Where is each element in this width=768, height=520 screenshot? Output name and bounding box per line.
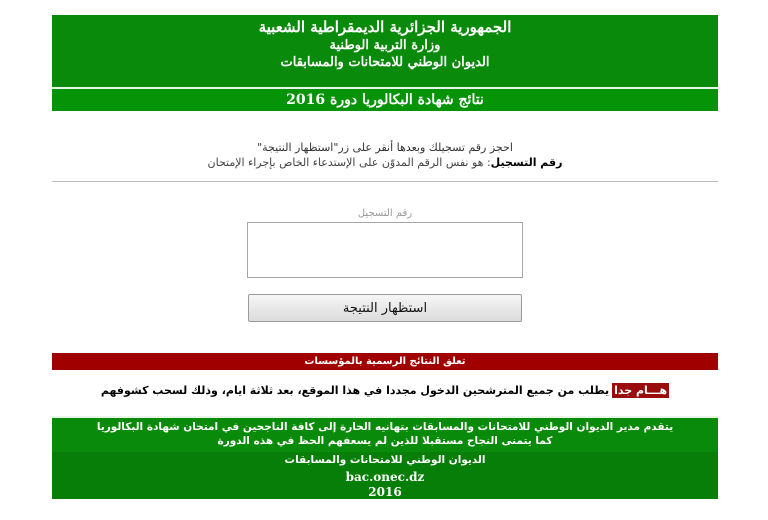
registration-field-label: رقم التسجيل [357,208,413,219]
important-notice [52,380,718,402]
divider [52,181,718,182]
footer [52,416,718,499]
instruction-line: احجز رقم تسجيلك وبعدها أنقر على زر"استظهار النتيجة" [257,141,513,154]
registration-note-text: : هو نفس الرقم المدوّن على الإستدعاء الخاص بإجراء الإمتحان [207,156,491,169]
instructions [52,140,718,170]
registration-number-input[interactable] [247,222,523,278]
header-banner [52,15,718,87]
footer-office: الديوان الوطني للامتحانات والمسابقات [284,454,486,466]
registration-note-label: رقم التسجيل [490,156,563,169]
footer-year: 2016 [368,485,402,499]
republic-title: الجمهورية الجزائرية الديمقراطية الشعبية [258,18,512,36]
important-badge: هـــام جدا [614,384,668,397]
show-result-button[interactable]: استظهار النتيجة [248,294,522,322]
footer-site: bac.onec.dz [345,470,425,484]
important-notice-text: يطلب من جميع المترشحين الدخول مجددا في هذا الموقع، بعد ثلاثة ايام، وذلك لسحب كشوفهم [100,384,610,397]
office-title: الديوان الوطني للامتحانات والمسابقات [280,55,490,70]
registration-note [52,155,718,170]
footer-congrats: يتقدم مدير الديوان الوطني للامتحانات والمسابقات بتهانيه الحارة إلى كافة الناجحين في امتحان شهادة البكالوريا [96,421,674,433]
footer-wish: كما يتمنى النجاح مستقبلا للذين لم يسعفهم الحظ في هذه الدورة [217,435,553,447]
ministry-title: وزارة التربية الوطنية [329,38,441,53]
page-title: نتائج شهادة البكالوريا دورة 2016 [52,87,718,111]
official-results-banner: تعلق النتائج الرسمية بالمؤسسات [52,353,718,370]
